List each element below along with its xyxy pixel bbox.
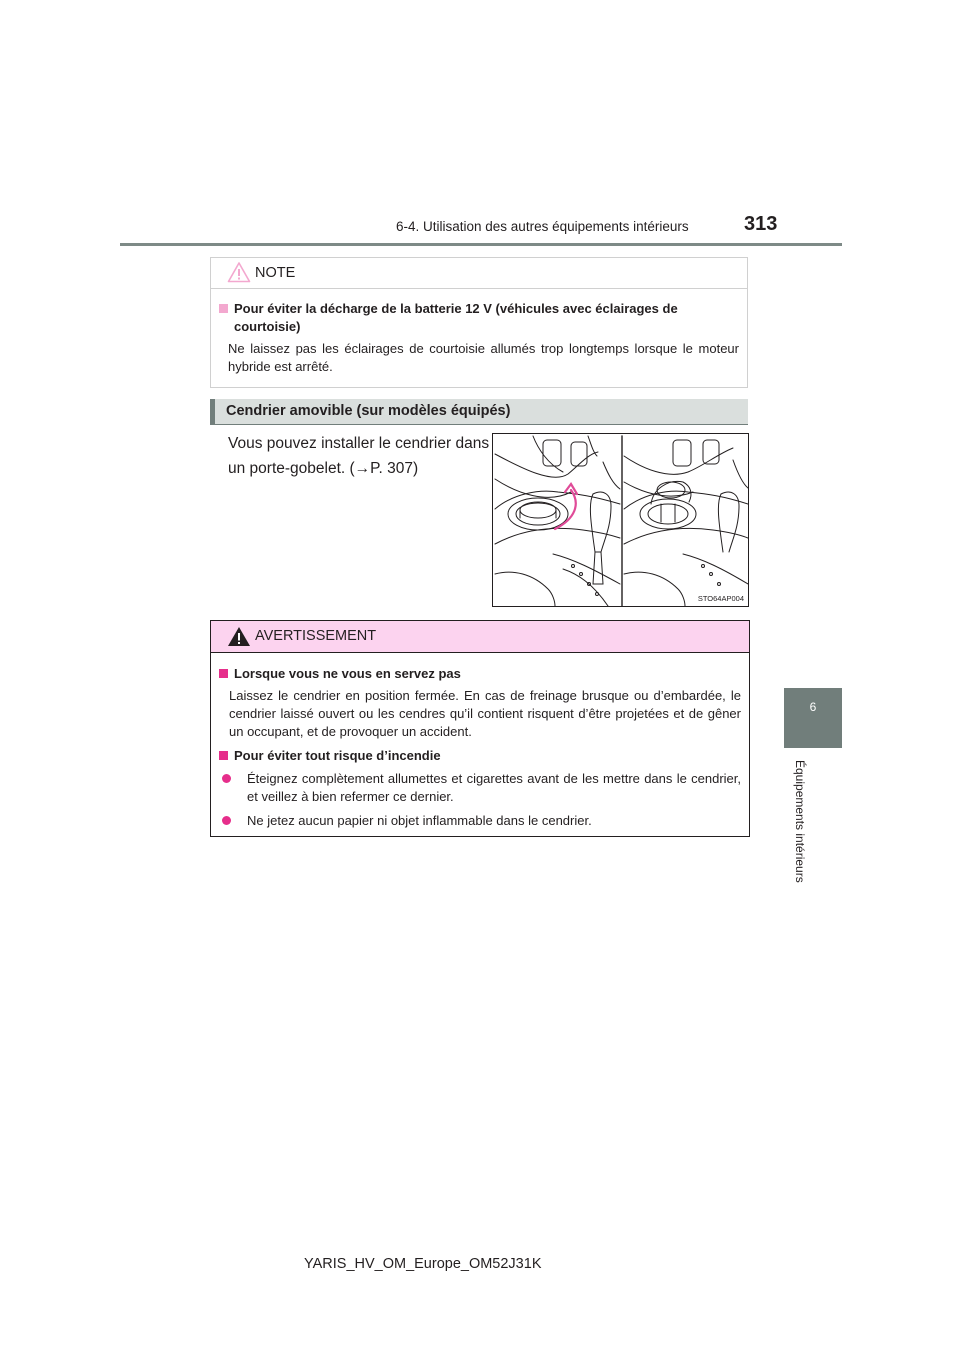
warning-bullet-1 [222,770,741,806]
warning-item-1-text: Laissez le cendrier en position fermée. En cas de freinage brusque ou d’embardée, le cendrier laissé ouvert ou les cendres qu’il contient risquent d’être projetées et de gêner un occupant, et de provoquer un accident. [229,688,741,739]
intro-line-2: un porte-gobelet. (→P. 307) [228,460,419,477]
section-accent [210,399,215,424]
note-item-heading [219,300,739,336]
section-title: Cendrier amovible (sur modèles équipés) [226,403,511,419]
warning-bullet-2 [222,812,741,830]
warning-item-1-heading [219,665,741,683]
warning-triangle-icon [227,626,251,647]
header-rule [120,243,842,246]
page-reference-link[interactable]: P. 307) [370,460,419,477]
ashtray-illustration [492,433,749,607]
note-item-heading-text: Pour éviter la décharge de la batterie 12 V (véhicules avec éclairages de courtoisie) [234,301,678,334]
circle-bullet-icon [222,816,231,825]
note-item [219,300,739,376]
chapter-label [793,760,805,900]
header-section-title: 6-4. Utilisation des autres équipements intérieurs [396,219,689,234]
chapter-title: Équipements intérieurs [793,760,807,883]
intro-line-1: Vous pouvez installer le cendrier dans [228,435,490,452]
warning-content [219,665,741,830]
intro-paragraph [228,431,490,481]
note-title: NOTE [255,265,296,281]
note-header [211,258,747,289]
illustration-code: STO64AP004 [697,594,744,603]
footer-doc-id: YARIS_HV_OM_Europe_OM52J31K [304,1256,542,1272]
note-item-text: Ne laissez pas les éclairages de courtoisie allumés trop longtemps lorsque le moteur hybride est arrêté. [228,341,739,374]
warning-bullet-1-text: Éteignez complètement allumettes et cigarettes avant de les mettre dans le cendrier, et veillez à bien refermer ce dernier. [247,771,741,804]
chapter-tab [784,688,842,748]
square-bullet-icon [219,751,228,760]
note-box [210,257,748,388]
warning-item-2-heading-text: Pour éviter tout risque d’incendie [234,748,441,763]
page-number: 313 [744,213,778,235]
square-bullet-icon [219,304,228,313]
square-bullet-icon [219,669,228,678]
ashtray-drawing [493,434,749,607]
chapter-number: 6 [809,700,817,714]
warning-bullet-2-text: Ne jetez aucun papier ni objet inflammable dans le cendrier. [247,813,592,828]
warning-header [211,621,749,653]
warning-item-1-heading-text: Lorsque vous ne vous en servez pas [234,666,461,681]
section-title-bar [210,399,748,425]
caution-triangle-icon [227,261,251,283]
warning-title: AVERTISSEMENT [255,628,377,644]
warning-item-2-heading [219,747,741,765]
circle-bullet-icon [222,774,231,783]
arrow-icon: → [354,460,371,477]
warning-box [210,620,750,837]
